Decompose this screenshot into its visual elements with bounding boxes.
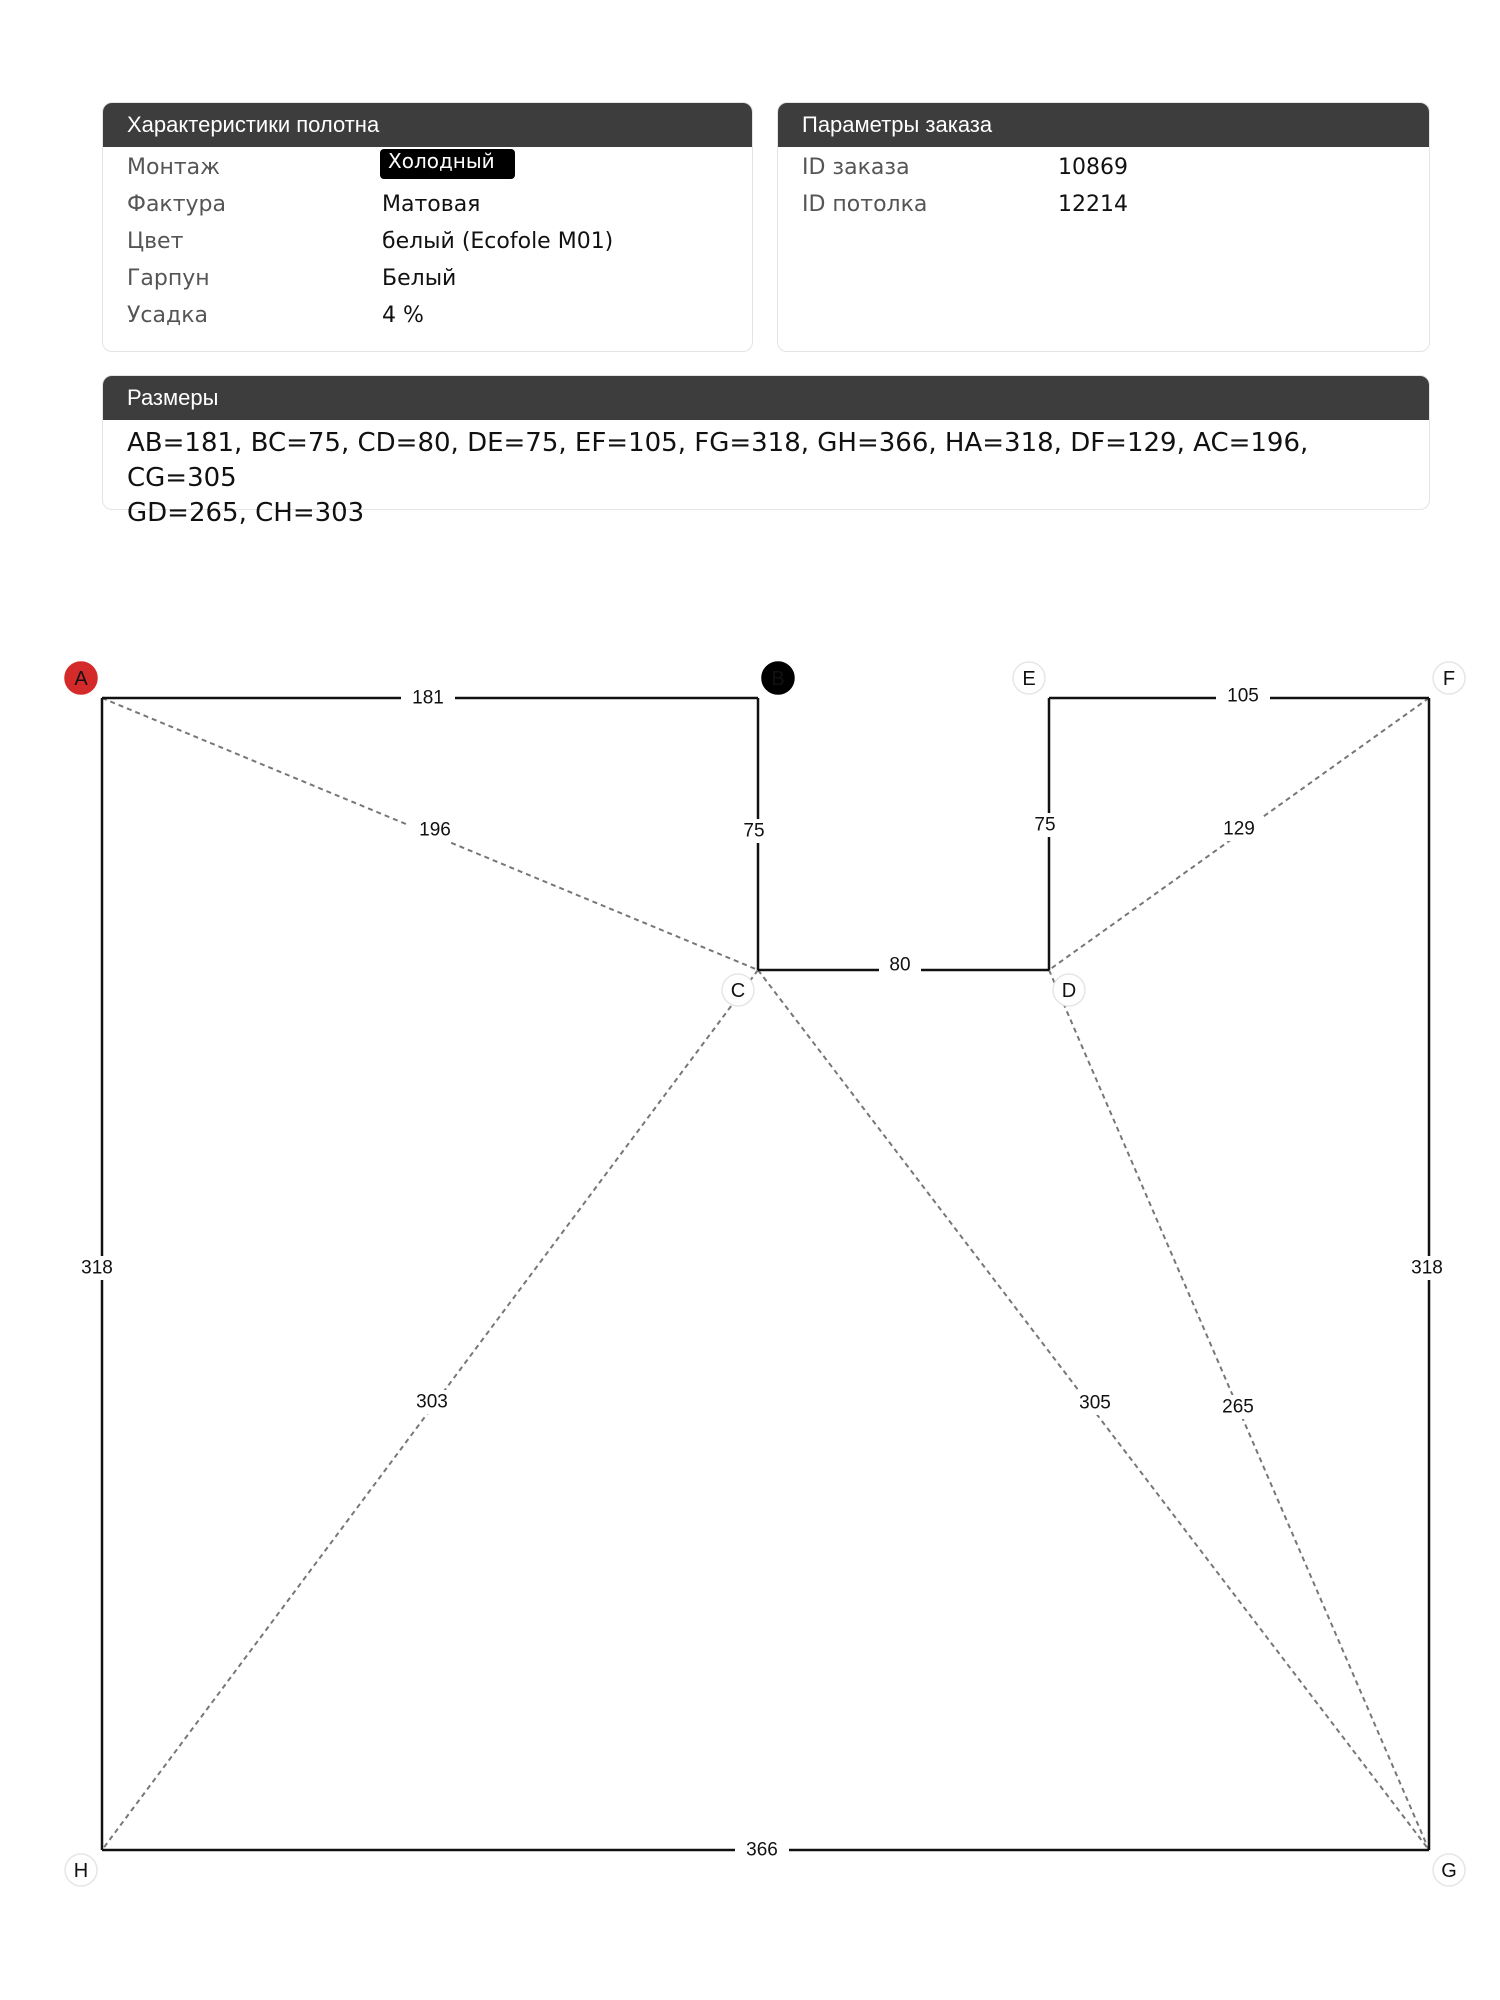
shrinkage-value: 4 % (382, 303, 424, 328)
edge-label-gh: 366 (746, 1839, 778, 1861)
color-label: Цвет (127, 229, 184, 254)
order-id-value: 10869 (1058, 155, 1128, 180)
diagonal-label-fd: 129 (1223, 818, 1255, 840)
edge-label-cd: 80 (889, 954, 911, 976)
dimensions-title: Размеры (103, 376, 1429, 420)
diagonal-label-dg: 265 (1222, 1396, 1254, 1418)
vertex-b-label: B (771, 668, 785, 690)
dimensions-line-1: AB=181, BC=75, CD=80, DE=75, EF=105, FG=318, GH=366, HA=318, DF=129, AC=196, CG=305 (127, 428, 1309, 493)
ceiling-id-value: 12214 (1058, 192, 1128, 217)
vertex-h-label: H (73, 1860, 89, 1882)
order-params-title: Параметры заказа (778, 103, 1429, 147)
ceiling-id-label: ID потолка (802, 192, 928, 217)
vertex-a-label: A (74, 668, 88, 690)
harpoon-label: Гарпун (127, 266, 210, 291)
diagonal-label-ac: 196 (419, 819, 451, 841)
edge-label-ha: 318 (81, 1257, 113, 1279)
dimensions-line-2: GD=265, CH=303 (127, 498, 365, 528)
diagonal-label-ch: 303 (416, 1391, 448, 1413)
canvas-properties-title: Характеристики полотна (103, 103, 752, 147)
vertex-f-label: F (1442, 668, 1456, 690)
vertex-c-label: C (730, 980, 746, 1002)
edge-label-bc: 75 (743, 820, 765, 842)
shrinkage-label: Усадка (127, 303, 208, 328)
color-value: белый (Ecofole M01) (382, 229, 614, 254)
mount-badge: Холодный (380, 149, 515, 179)
vertex-e-label: E (1022, 668, 1036, 690)
texture-label: Фактура (127, 192, 226, 217)
mount-label: Монтаж (127, 155, 220, 180)
diagonal-label-cg: 305 (1079, 1392, 1111, 1414)
edge-label-ab: 181 (412, 687, 444, 709)
harpoon-value: Белый (382, 266, 457, 291)
vertex-d-label: D (1061, 980, 1077, 1002)
edge-label-ef: 105 (1227, 685, 1259, 707)
edge-label-fg: 318 (1411, 1257, 1443, 1279)
order-id-label: ID заказа (802, 155, 910, 180)
vertex-g-label: G (1441, 1860, 1457, 1882)
edge-label-de: 75 (1034, 814, 1056, 836)
texture-value: Матовая (382, 192, 481, 217)
